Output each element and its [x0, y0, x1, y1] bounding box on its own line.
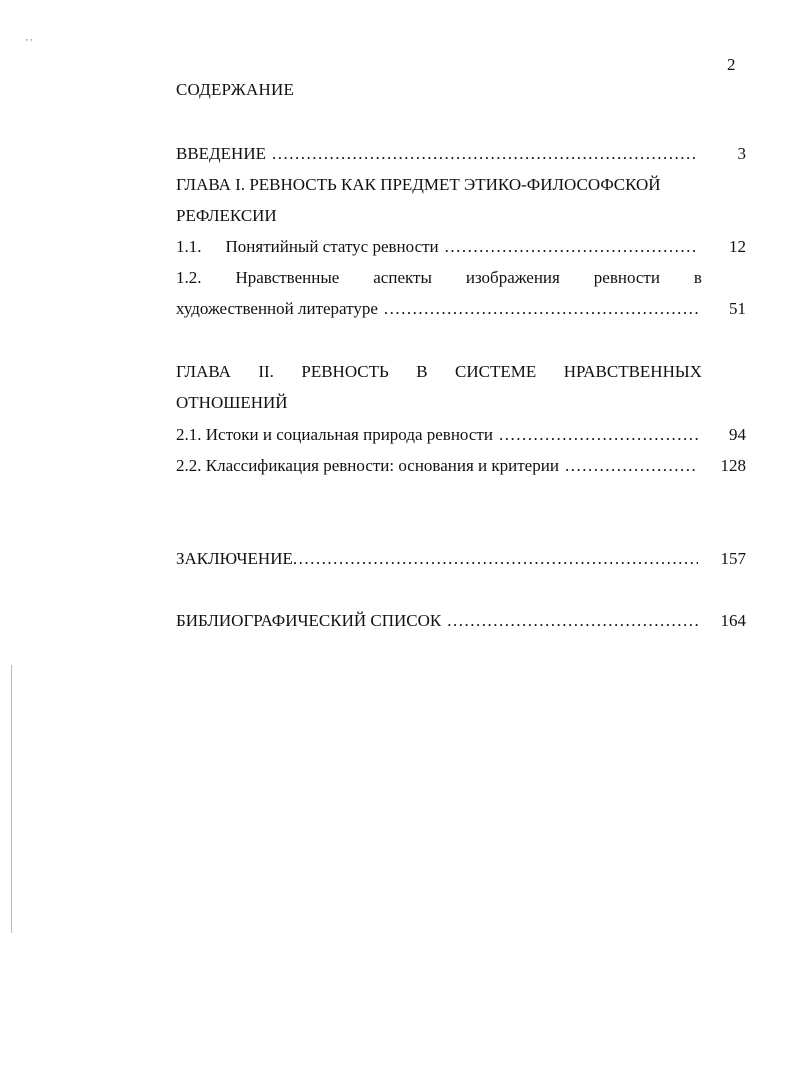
- word: 1.2.: [176, 268, 202, 287]
- toc-entry-section-2-1[interactable]: [176, 423, 746, 447]
- toc-entry-section-1-1[interactable]: [176, 235, 746, 259]
- toc-entry-conclusion[interactable]: [176, 547, 746, 571]
- toc-entry-label: художественной литературе: [176, 297, 384, 321]
- word: ревности: [593, 268, 660, 287]
- chapter-2-title-line1: [176, 360, 702, 384]
- toc-entry-section-2-2[interactable]: [176, 454, 746, 478]
- word: изображения: [465, 268, 560, 287]
- toc-entry-bibliography[interactable]: [176, 609, 746, 633]
- toc-entry-page: 128: [720, 456, 746, 475]
- word: НРАВСТВЕННЫХ: [563, 362, 702, 381]
- word: ГЛАВА: [176, 362, 231, 381]
- word: В: [416, 362, 428, 381]
- toc-entry-label: ЗАКЛЮЧЕНИЕ: [176, 547, 293, 571]
- toc-entry-label: 2.2. Классификация ревности: основания и критерии: [176, 454, 565, 478]
- word: РЕВНОСТЬ: [301, 362, 389, 381]
- toc-entry-section-1-2-line1[interactable]: [176, 266, 702, 290]
- toc-entry-page: 51: [729, 299, 746, 318]
- toc-entry-section-1-2-line2[interactable]: [176, 297, 746, 321]
- chapter-1-title-line1: ГЛАВА I. РЕВНОСТЬ КАК ПРЕДМЕТ ЭТИКО-ФИЛОСОФСКОЙ: [176, 175, 661, 194]
- toc-entry-label: Понятийный статус ревности: [225, 237, 439, 256]
- scan-artifact: ' ': [26, 38, 33, 49]
- toc-entry-page: 157: [720, 549, 746, 568]
- toc-entry-page: 164: [720, 611, 746, 630]
- word: Нравственные: [235, 268, 340, 287]
- word: в: [693, 268, 702, 287]
- word: аспекты: [373, 268, 432, 287]
- toc-entry-page: 94: [729, 425, 746, 444]
- word: II.: [258, 362, 274, 381]
- chapter-1-title-line2: РЕФЛЕКСИИ: [176, 206, 277, 225]
- toc-entry-page: 12: [729, 237, 746, 256]
- toc-entry-intro[interactable]: [176, 142, 746, 166]
- word: СИСТЕМЕ: [455, 362, 537, 381]
- chapter-2-title-line2: ОТНОШЕНИЙ: [176, 393, 288, 412]
- toc-entry-page: 3: [737, 144, 746, 163]
- toc-entry-label: БИБЛИОГРАФИЧЕСКИЙ СПИСОК: [176, 609, 447, 633]
- page-number: 2: [727, 55, 736, 74]
- toc-heading: СОДЕРЖАНИЕ: [176, 80, 295, 99]
- section-number: 1.1.: [176, 237, 202, 256]
- scan-edge-line: [11, 665, 12, 933]
- toc-entry-label: ВВЕДЕНИЕ: [176, 142, 272, 166]
- toc-entry-label: 2.1. Истоки и социальная природа ревности: [176, 423, 499, 447]
